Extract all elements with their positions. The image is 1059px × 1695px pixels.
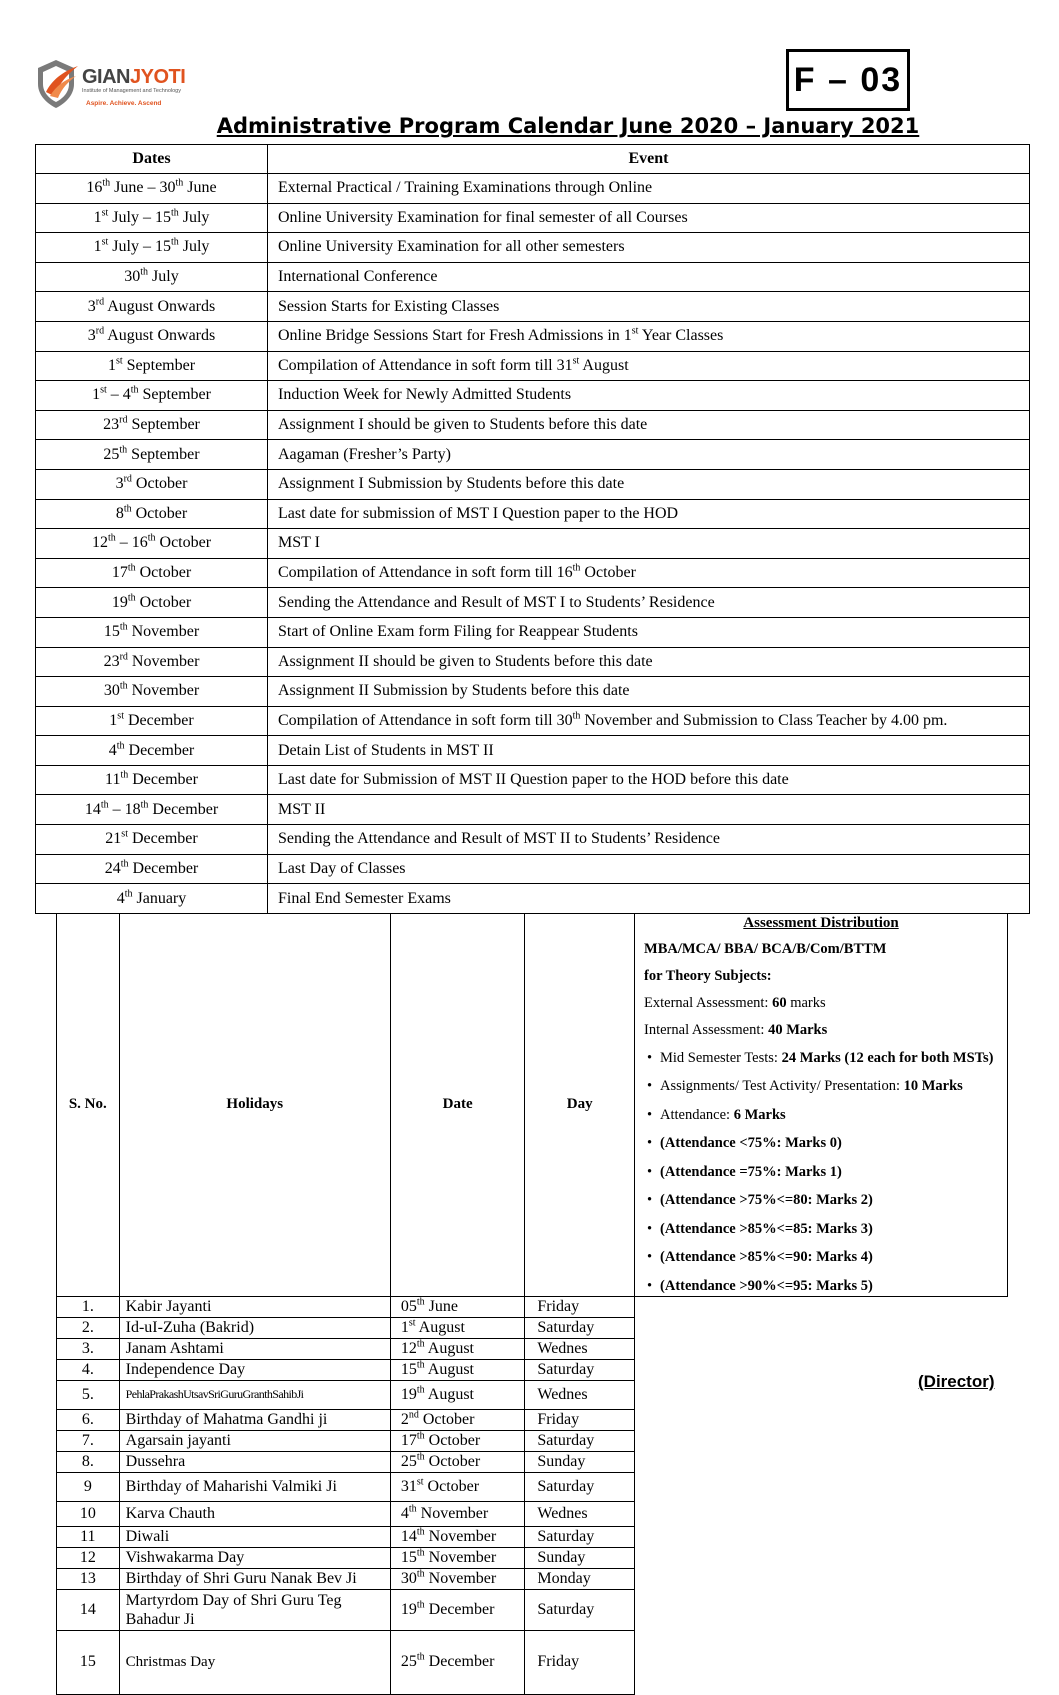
calendar-row [36,765,1030,795]
holiday-sno: 2. [57,1317,120,1338]
holiday-sno: 1. [57,1296,120,1317]
calendar-row [36,706,1030,736]
calendar-event: Final End Semester Exams [268,884,1030,914]
holiday-day: Friday [525,1630,635,1694]
holiday-date: 14th November [390,1526,525,1547]
assessment-item: • (Attendance =75%: Marks 1) [660,1163,1007,1182]
holiday-name: PehlaPrakashUtsavSriGuruGranthSahibJi [119,1380,390,1409]
holiday-name: Martyrdom Day of Shri Guru Teg Bahadur Ji [119,1589,390,1630]
holiday-name: Birthday of Maharishi Valmiki Ji [119,1472,390,1501]
assessment-item: • (Attendance >90%<=95: Marks 5) [660,1277,1007,1296]
calendar-row [36,558,1030,588]
holiday-name: Diwali [119,1526,390,1547]
holiday-row [57,1589,1008,1630]
calendar-event: Last Day of Classes [268,854,1030,884]
calendar-event: External Practical / Training Examinations through Online [268,174,1030,204]
holiday-date: 31st October [390,1472,525,1501]
holiday-day: Monday [525,1568,635,1589]
calendar-row [36,469,1030,499]
assessment-courses: MBA/MCA/ BBA/ BCA/B/Com/BTTM [644,941,887,957]
assessment-item: • (Attendance >85%<=85: Marks 3) [660,1220,1007,1239]
holiday-row [57,1317,1008,1338]
holiday-name: Independence Day [119,1359,390,1380]
holiday-sno: 7. [57,1430,120,1451]
holiday-row [57,1526,1008,1547]
calendar-date: 19th October [36,588,268,618]
calendar-row [36,381,1030,411]
calendar-date: 12th – 16th October [36,529,268,559]
calendar-event: Sending the Attendance and Result of MST I to Students’ Residence [268,588,1030,618]
calendar-date: 14th – 18th December [36,795,268,825]
calendar-date: 1st July – 15th July [36,203,268,233]
holiday-date: 19th December [390,1589,525,1630]
calendar-event: MST II [268,795,1030,825]
holiday-row [57,1630,1008,1694]
calendar-event: Last date for submission of MST I Question paper to the HOD [268,499,1030,529]
assessment-item: • (Attendance <75%: Marks 0) [660,1134,1007,1153]
calendar-date: 23rd November [36,647,268,677]
holiday-day: Wednes [525,1380,635,1409]
holiday-date: 19th August [390,1380,525,1409]
assessment-distribution [635,914,1008,1297]
holiday-sno: 11 [57,1526,120,1547]
calendar-date: 25th September [36,440,268,470]
calendar-row [36,617,1030,647]
calendar-event: Start of Online Exam form Filing for Reappear Students [268,617,1030,647]
calendar-date: 23rd September [36,410,268,440]
logo-emblem-icon [34,58,80,110]
calendar-row [36,203,1030,233]
calendar-row [36,647,1030,677]
calendar-date: 1st – 4th September [36,381,268,411]
assessment-item: • Mid Semester Tests: 24 Marks (12 each for both MSTs) [660,1049,1007,1068]
assessment-item: • (Attendance >75%<=80: Marks 2) [660,1191,1007,1210]
column-header-sno: S. No. [57,914,120,1297]
assessment-item: • Assignments/ Test Activity/ Presentation: 10 Marks [660,1077,1007,1096]
holiday-day: Friday [525,1409,635,1430]
column-header-holidays: Holidays [119,914,390,1297]
holiday-name: Karva Chauth [119,1501,390,1526]
holiday-date: 25th December [390,1630,525,1694]
holiday-day: Saturday [525,1359,635,1380]
calendar-event: Last date for Submission of MST II Question paper to the HOD before this date [268,765,1030,795]
holiday-day: Saturday [525,1430,635,1451]
holiday-row [57,1430,1008,1451]
calendar-event: Online Bridge Sessions Start for Fresh Admissions in 1st Year Classes [268,321,1030,351]
calendar-row [36,351,1030,381]
calendar-row [36,588,1030,618]
holiday-day: Saturday [525,1472,635,1501]
calendar-date: 8th October [36,499,268,529]
holiday-sno: 4. [57,1359,120,1380]
holiday-day: Saturday [525,1317,635,1338]
calendar-event: Session Starts for Existing Classes [268,292,1030,322]
logo-subtitle: Institute of Management and Technology [82,88,181,94]
calendar-event: Online University Examination for all other semesters [268,233,1030,263]
holiday-day: Friday [525,1296,635,1317]
calendar-event: Assignment II Submission by Students before this date [268,677,1030,707]
calendar-event: Aagaman (Fresher’s Party) [268,440,1030,470]
holiday-row [57,1547,1008,1568]
calendar-date: 15th November [36,617,268,647]
calendar-event: Assignment II should be given to Students before this date [268,647,1030,677]
holiday-date: 12th August [390,1338,525,1359]
holiday-sno: 14 [57,1589,120,1630]
calendar-event: Assignment I Submission by Students before this date [268,469,1030,499]
holiday-row [57,1451,1008,1472]
holiday-date: 15th August [390,1359,525,1380]
holiday-date: 4th November [390,1501,525,1526]
calendar-date: 1st September [36,351,268,381]
holiday-date: 30th November [390,1568,525,1589]
assessment-item: • Attendance: 6 Marks [660,1106,1007,1125]
calendar-date: 30th July [36,262,268,292]
calendar-row [36,825,1030,855]
form-number-box: F – 03 [786,49,910,111]
holiday-sno: 12 [57,1547,120,1568]
holiday-name: Birthday of Shri Guru Nanak Bev Ji [119,1568,390,1589]
holiday-date: 15th November [390,1547,525,1568]
column-header-day: Day [525,914,635,1297]
holiday-day: Sunday [525,1451,635,1472]
holiday-row [57,1338,1008,1359]
calendar-date: 17th October [36,558,268,588]
holiday-day: Sunday [525,1547,635,1568]
calendar-row [36,233,1030,263]
holiday-name: Birthday of Mahatma Gandhi ji [119,1409,390,1430]
holiday-day: Saturday [525,1526,635,1547]
holiday-date: 17th October [390,1430,525,1451]
institute-logo [34,56,204,112]
calendar-date: 1st July – 15th July [36,233,268,263]
holiday-row [57,1380,1008,1409]
calendar-row [36,174,1030,204]
calendar-row [36,795,1030,825]
internal-assessment: Internal Assessment: 40 Marks [644,1022,828,1038]
holiday-sno: 15 [57,1630,120,1694]
assessment-item: • (Attendance >85%<=90: Marks 4) [660,1248,1007,1267]
calendar-row [36,884,1030,914]
calendar-table [35,144,1030,914]
calendar-event: Compilation of Attendance in soft form till 30th November and Submission to Class Teacher by 4.00 pm. [268,706,1030,736]
calendar-date: 24th December [36,854,268,884]
holiday-date: 05th June [390,1296,525,1317]
calendar-event: Online University Examination for final semester of all Courses [268,203,1030,233]
holiday-name: Janam Ashtami [119,1338,390,1359]
director-signature: (Director) [918,1372,995,1391]
calendar-event: Compilation of Attendance in soft form till 16th October [268,558,1030,588]
holiday-row [57,1501,1008,1526]
assessment-list [635,1049,1007,1296]
holiday-day: Wednes [525,1338,635,1359]
calendar-date: 11th December [36,765,268,795]
calendar-row [36,410,1030,440]
holiday-name: Vishwakarma Day [119,1547,390,1568]
holiday-sno: 13 [57,1568,120,1589]
calendar-date: 3rd August Onwards [36,292,268,322]
calendar-row [36,440,1030,470]
calendar-date: 16th June – 30th June [36,174,268,204]
calendar-date: 4th December [36,736,268,766]
calendar-date: 4th January [36,884,268,914]
calendar-event: Detain List of Students in MST II [268,736,1030,766]
holiday-row [57,1409,1008,1430]
holiday-date: 2nd October [390,1409,525,1430]
holiday-sno: 9 [57,1472,120,1501]
calendar-row [36,321,1030,351]
assessment-heading: Assessment Distribution [743,915,899,931]
holiday-name: Christmas Day [119,1630,390,1694]
external-assessment: External Assessment: 60 marks [644,995,826,1011]
holiday-name: Dussehra [119,1451,390,1472]
column-header-dates: Dates [36,145,268,174]
holiday-day: Wednes [525,1501,635,1526]
calendar-event: MST I [268,529,1030,559]
calendar-date: 30th November [36,677,268,707]
logo-tagline: Aspire. Achieve. Ascend [86,100,162,107]
calendar-event: Assignment I should be given to Students before this date [268,410,1030,440]
holidays-table [56,913,1008,1695]
holiday-name: Id-uI-Zuha (Bakrid) [119,1317,390,1338]
calendar-event: Sending the Attendance and Result of MST II to Students’ Residence [268,825,1030,855]
column-header-date: Date [390,914,525,1297]
holiday-sno: 10 [57,1501,120,1526]
calendar-event: Induction Week for Newly Admitted Students [268,381,1030,411]
holiday-date: 25th October [390,1451,525,1472]
calendar-row [36,854,1030,884]
calendar-row [36,529,1030,559]
assessment-for: for Theory Subjects: [644,968,772,984]
holiday-date: 1st August [390,1317,525,1338]
calendar-date: 3rd August Onwards [36,321,268,351]
holiday-sno: 3. [57,1338,120,1359]
calendar-row [36,736,1030,766]
calendar-event: International Conference [268,262,1030,292]
holiday-day: Saturday [525,1589,635,1630]
holiday-row [57,1296,1008,1317]
calendar-date: 21st December [36,825,268,855]
holiday-name: Agarsain jayanti [119,1430,390,1451]
holiday-row [57,1359,1008,1380]
calendar-row [36,262,1030,292]
column-header-event: Event [268,145,1030,174]
page-title: Administrative Program Calendar June 2020 – January 2021 [216,114,920,138]
holiday-sno: 5. [57,1380,120,1409]
calendar-row [36,499,1030,529]
holiday-sno: 8. [57,1451,120,1472]
calendar-event: Compilation of Attendance in soft form till 31st August [268,351,1030,381]
holiday-row [57,1568,1008,1589]
calendar-date: 1st December [36,706,268,736]
holiday-name: Kabir Jayanti [119,1296,390,1317]
calendar-date: 3rd October [36,469,268,499]
calendar-row [36,677,1030,707]
calendar-row [36,292,1030,322]
holiday-sno: 6. [57,1409,120,1430]
logo-brand: GIANJYOTI [82,66,186,88]
